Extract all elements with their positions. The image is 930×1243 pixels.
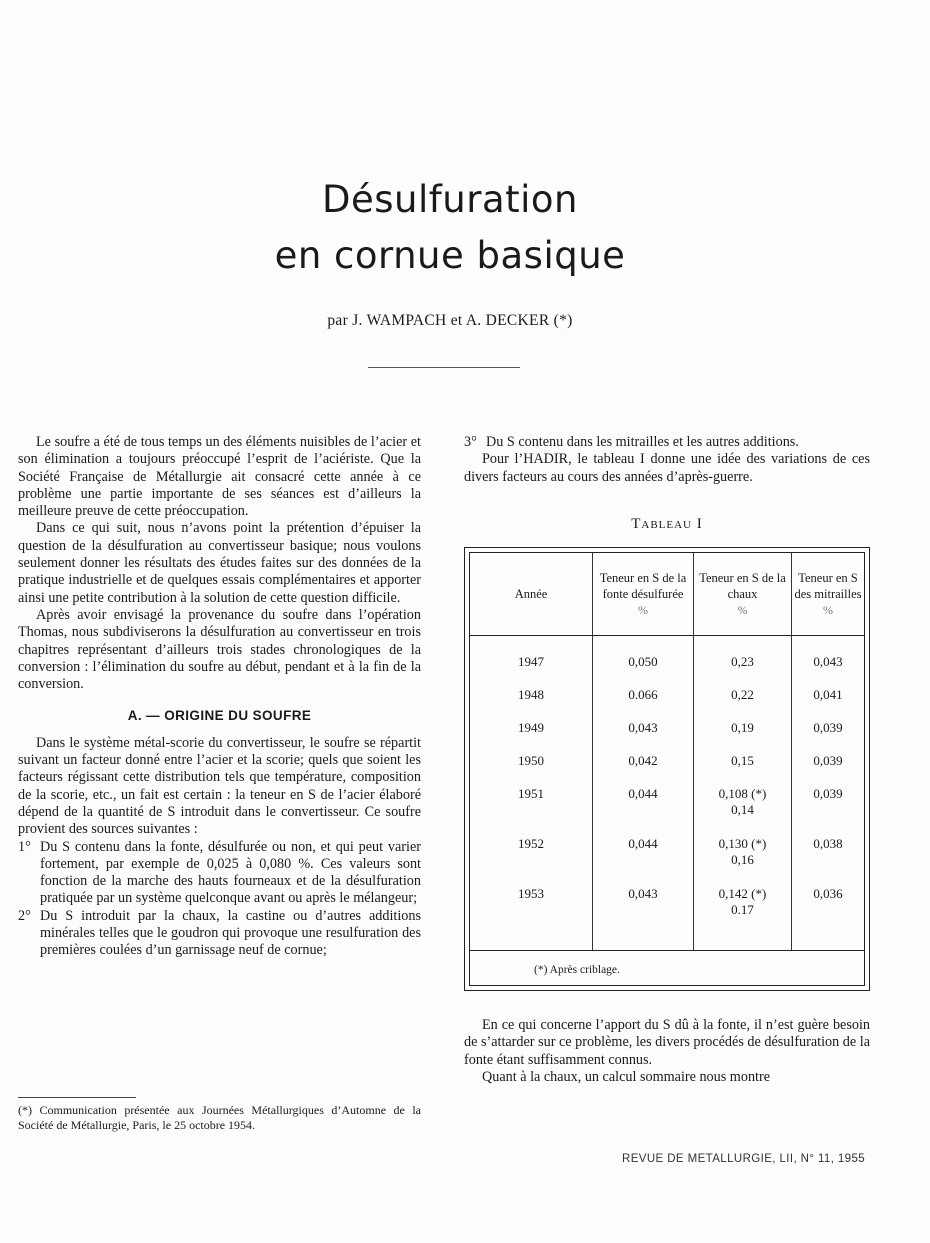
header-fonte-unit: % [638,603,648,618]
table-header-row [470,553,864,636]
cell-fonte: 0,050 [593,636,694,688]
footnote-divider [18,1097,136,1098]
list-item-2 [18,908,421,960]
cell-mitrailles: 0,036 [792,886,865,950]
paragraph-3: Après avoir envisagé la provenance du soufre dans l’opération Thomas, nous subdiviserons la désulfuration au convertisseur en trois chapitres représentant d’ailleurs trois stades chronologiques de la conversion : l’élimination du soufre au début, pendant et à la fin de la conversion. [18,606,421,693]
cell-chaux: 0,108 (*) 0,14 [694,786,792,836]
header-year: Année [470,553,593,636]
cell-year: 1949 [518,720,544,736]
cell-fonte: 0,044 [593,786,694,836]
list-item-1-number: 1° [18,838,31,855]
cell-year: 1950 [518,753,544,769]
cell-fonte: 0.066 [593,687,694,720]
paragraph-4: Dans le système métal-scorie du convertisseur, le soufre se répartit suivant un facteur donné entre l’acier et la scorie; quels que soient les facteurs régissant cette distribution tels que température, composition de la scorie, etc., un fait est certain : la teneur en S de l’acier élaboré dépend de la quantité de S introduit dans le convertisseur. Ce soufre provient des sources suivantes : [18,734,421,838]
data-table-inner-frame [469,552,865,986]
paragraph-2: Dans ce qui suit, nous n’avons point la prétention d’épuiser la question de la désulfuration au convertisseur basique; nous voulons seulement donner les résultats des études faites sur des données de la pratique industrielle et de quelques essais complémentaires et apporter ainsi une petite contribution à la solution de cette question difficile. [18,520,421,606]
table-note: (*) Après criblage. [470,950,864,985]
authors-line: par J. WAMPACH et A. DECKER (*) [327,312,573,329]
cell-fonte: 0,043 [593,886,694,950]
cell-chaux: 0,15 [694,753,792,786]
cell-mitrailles: 0,039 [792,786,865,836]
list-item-1 [18,839,421,908]
table-caption: Tableau I [631,515,703,532]
list-item-3 [464,434,870,451]
list-item-2-text: Du S introduit par la chaux, la castine ou d’autres additions minérales telles que le goudron qui provoque une resulfuration des premières coulées d’un garnissage neuf de cornue; [40,907,421,959]
left-column [18,434,421,960]
cell-year: 1952 [518,836,544,852]
list-item-2-number: 2° [18,907,31,924]
header-chaux: Teneur en S de la chaux % [694,553,792,636]
header-fonte: Teneur en S de la fonte désulfurée % [593,553,694,636]
title-divider [368,367,520,368]
table-row [470,836,864,886]
footnote: (*) Communication présentée aux Journées Métallurgiques d’Automne de la Société de Métallurgie, Paris, le 25 octobre 1954. [18,1103,421,1132]
article-title [0,172,900,284]
list-item-1-text: Du S contenu dans la fonte, désulfurée ou non, et qui peut varier fortement, par exemple de 0,025 à 0,080 %. Ces valeurs sont fonction de la marche des hauts fourneaux et de la désulfuration pratiquée par un système quelconque avant ou après le mélangeur; [40,838,421,907]
cell-year: 1953 [518,886,544,902]
cell-year: 1951 [518,786,544,802]
title-line-2: en cornue basique [274,234,626,277]
cell-year: 1948 [518,687,544,703]
table-row [470,720,864,753]
cell-year: 1947 [518,654,544,670]
cell-mitrailles: 0,041 [792,687,865,720]
paragraph-7: Quant à la chaux, un calcul sommaire nous montre [482,1069,770,1086]
table-row [470,753,864,786]
cell-chaux: 0,23 [694,636,792,688]
header-mitrailles: Teneur en S des mitrailles % [792,553,865,636]
cell-chaux: 0,142 (*) 0.17 [694,886,792,950]
cell-chaux: 0,19 [694,720,792,753]
cell-chaux: 0,22 [694,687,792,720]
cell-mitrailles: 0,038 [792,836,865,886]
cell-chaux: 0,130 (*) 0,16 [694,836,792,886]
spacer [464,991,870,1017]
table-row [470,786,864,836]
header-mitrailles-unit: % [823,603,833,618]
header-chaux-unit: % [737,603,748,618]
cell-fonte: 0,042 [593,753,694,786]
paragraph-1: Le soufre a été de tous temps un des éléments nuisibles de l’acier et son élimination a toujours préoccupé l’esprit de l’aciériste. Que la Société Française de Métallurgie ait consacré cette année à ce problème une partie importante de ses séances est d’ailleurs la meilleure preuve de cette préoccupation. [18,434,421,520]
data-table [470,553,864,950]
data-table-frame [464,547,870,991]
title-line-1: Désulfuration [322,178,578,221]
section-heading: A. — ORIGINE DU SOUFRE [127,708,312,724]
list-item-3-number: 3° [464,434,477,450]
running-footer: REVUE DE METALLURGIE, LII, N° 11, 1955 [622,1153,866,1165]
cell-mitrailles: 0,043 [792,636,865,688]
cell-fonte: 0,044 [593,836,694,886]
paragraph-6: En ce qui concerne l’apport du S dû à la fonte, il n’est guère besoin de s’attarder sur ce problème, les divers procédés de désulfuration de la fonte étant suffisamment connus. [464,1017,870,1068]
cell-mitrailles: 0,039 [792,753,865,786]
list-item-3-text: Du S contenu dans les mitrailles et les autres additions. [486,434,799,450]
right-column [464,434,870,1086]
table-row [470,687,864,720]
paragraph-5: Pour l’HADIR, le tableau I donne une idée des variations de ces divers facteurs au cours des années d’après-guerre. [464,451,870,485]
cell-mitrailles: 0,039 [792,720,865,753]
cell-fonte: 0,043 [593,720,694,753]
table-row [470,886,864,950]
table-row [470,636,864,688]
